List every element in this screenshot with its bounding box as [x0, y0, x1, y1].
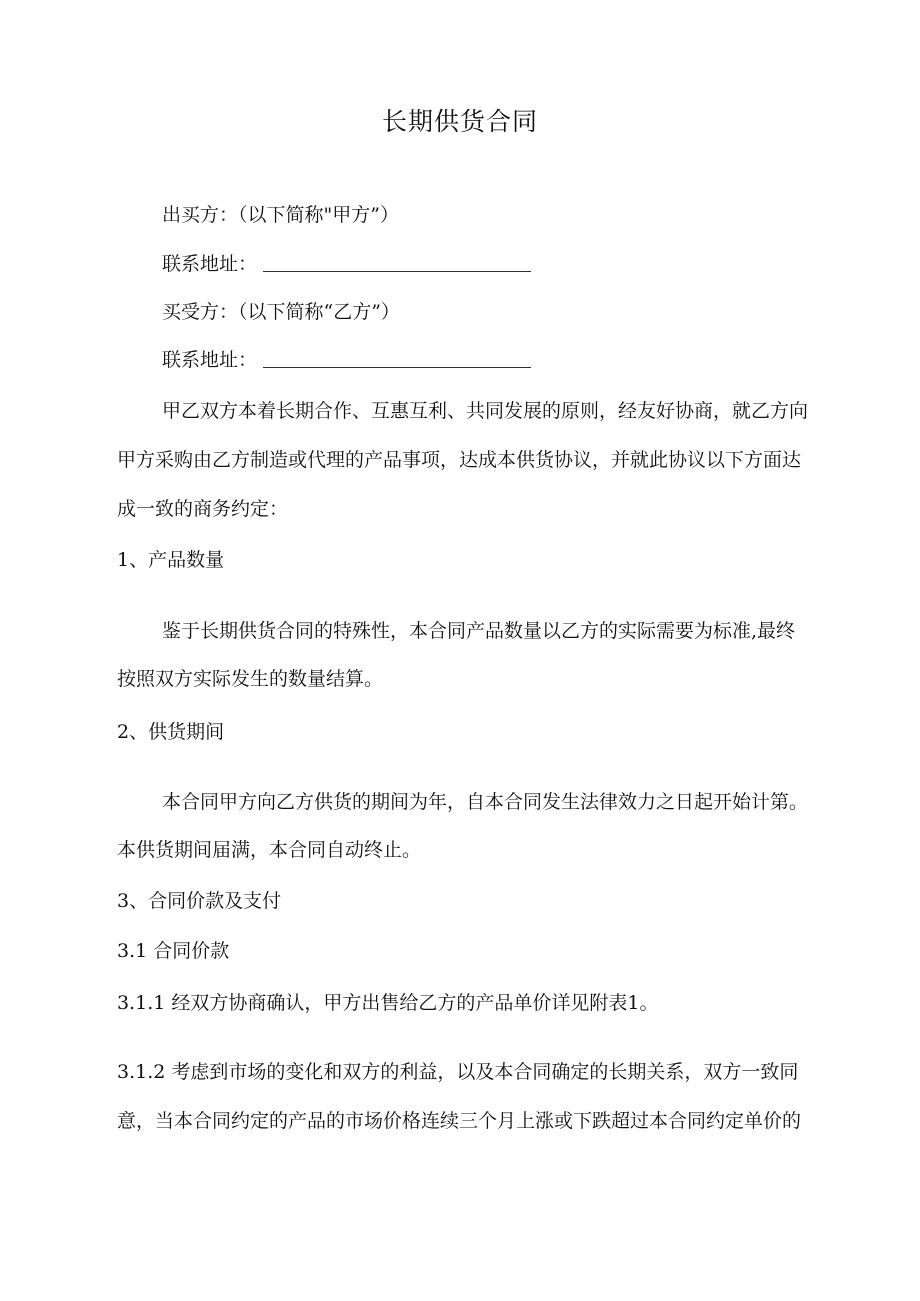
section-body-line: 按照双方实际发生的数量结算。: [117, 668, 384, 690]
section-body-line: 本合同甲方向乙方供货的期间为年，自本合同发生法律效力之日起开始计第。: [162, 791, 809, 813]
clause-line: 3.1.2 考虑到市场的变化和双方的利益，以及本合同确定的长期关系，双方一致同: [117, 1061, 799, 1083]
section-heading: 2、供货期间: [117, 721, 225, 743]
seller-address-line: [162, 348, 531, 372]
section-heading: 1、产品数量: [117, 549, 225, 571]
section-body-line: 鉴于长期供货合同的特殊性，本合同产品数量以乙方的实际需要为标准,最终: [162, 620, 796, 642]
section-heading: 3、合同价款及支付: [117, 890, 282, 912]
seller-party-line: 买受方：（以下简称“乙方”）: [162, 301, 400, 323]
page-title: 长期供货合同: [381, 107, 538, 136]
buyer-address-label: 联系地址：: [162, 253, 258, 275]
subsection-heading: 3.1 合同价款: [117, 940, 230, 962]
section-body-line: 本供货期间届满，本合同自动终止。: [117, 839, 422, 861]
seller-address-blank: [263, 349, 531, 368]
clause-line: 意，当本合同约定的产品的市场价格连续三个月上涨或下跌超过本合同约定单价的: [117, 1110, 802, 1132]
intro-line: 甲乙双方本着长期合作、互惠互利、共同发展的原则，经友好协商，就乙方向: [162, 400, 809, 422]
buyer-party-line: 出买方：（以下简称"甲方”）: [162, 204, 399, 226]
clause-line: 3.1.1 经双方协商确认，甲方出售给乙方的产品单价详见附表1。: [117, 992, 659, 1014]
seller-address-label: 联系地址：: [162, 349, 258, 371]
buyer-address-line: [162, 252, 531, 276]
intro-line: 甲方采购由乙方制造或代理的产品事项，达成本供货协议，并就此协议以下方面达: [117, 449, 802, 471]
buyer-address-blank: [263, 253, 531, 272]
intro-line: 成一致的商务约定：: [117, 498, 289, 520]
